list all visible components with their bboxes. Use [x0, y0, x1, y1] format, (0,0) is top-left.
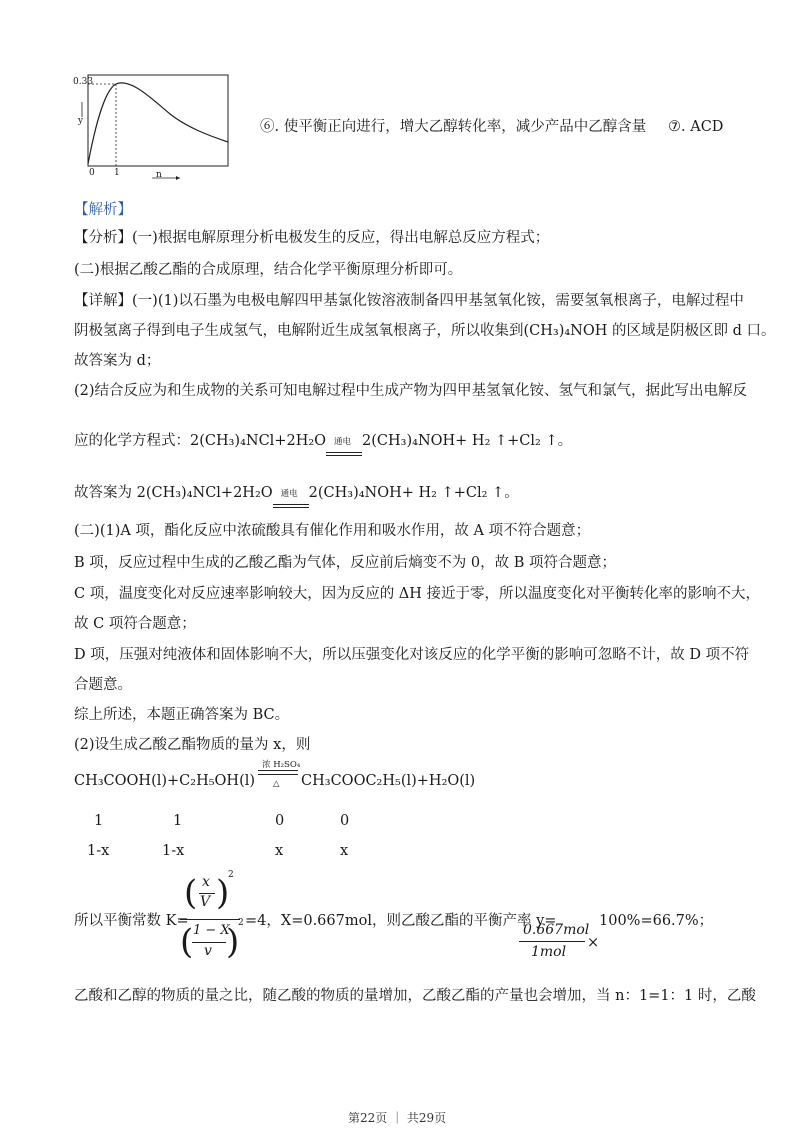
yield-denominator: 1mol — [531, 944, 567, 960]
yield-curve — [88, 83, 228, 164]
yield-fraction-bar — [519, 941, 585, 942]
graph-frame — [88, 75, 228, 166]
equilibrium-constant-fraction — [180, 872, 244, 964]
table-row-1-col-3: 0 — [275, 813, 285, 829]
yield-result: 100%=66.7%； — [599, 913, 714, 929]
part-b-line-1: (二)(1)A 项，酯化反应中浓硫酸具有催化作用和吸水作用，故 A 项不符合题意； — [74, 523, 591, 539]
esterification-reaction — [74, 760, 476, 791]
calc-prefix: 所以平衡常数 K= — [74, 913, 189, 929]
reaction-condition-top: 浓 H₂SO₄ — [262, 760, 301, 770]
graph-x-label: n — [156, 170, 162, 180]
page-footer: 第22页 ｜ 共29页 — [348, 1111, 447, 1125]
equation-1 — [74, 431, 572, 451]
k-denominator: ( 1 − X v ) 2 — [180, 918, 244, 962]
equation-1-condition: 通电 — [334, 437, 352, 447]
equation-1-right: 2(CH₃)₄NOH+ H₂ ↑+Cl₂ ↑。 — [362, 433, 573, 449]
xiangjie-line-3: 故答案为 d； — [74, 353, 161, 369]
k-num-x: x — [202, 874, 210, 890]
equation-2-prefix: 故答案为 — [74, 485, 137, 501]
part-b-line-6: 合题意。 — [74, 677, 132, 693]
x-arrow-head — [176, 176, 180, 180]
table-row-2-col-3: x — [275, 843, 284, 859]
equation-2-left: 2(CH₃)₄NCl+2H₂O — [136, 485, 273, 501]
equation-2 — [74, 483, 519, 503]
reaction-left: CH₃COOH(l)+C₂H₅OH(l) — [74, 773, 256, 789]
reaction-reversible-arrow — [255, 760, 301, 789]
answer-6: ⑥. 使平衡正向进行，增大乙醇转化率，减少产品中乙醇含量 — [260, 119, 647, 135]
last-line: 乙酸和乙醇的物质的量之比，随乙酸的物质的量增加，乙酸乙酯的产量也会增加，当 n：1=1：1 时，乙酸 — [74, 988, 756, 1004]
yield-numerator: 0.667mol — [523, 922, 590, 938]
k-den-power: 2 — [238, 918, 244, 928]
xiangjie-line-1: 【详解】(一)(1)以石墨为电极电解四甲基氯化铵溶液制备四甲基氢氧化铵，需要氢氧根离子，电解过程中 — [74, 293, 744, 309]
equation-2-condition: 通电 — [280, 489, 298, 499]
answer-7: ⑦. ACD — [668, 119, 724, 135]
graph-y-label: y — [78, 116, 84, 126]
part-b-line-2: B 项，反应过程中生成的乙酸乙酯为气体，反应前后熵变不为 0，故 B 项符合题意； — [74, 555, 616, 571]
fenxi-line-1: 【分析】(一)根据电解原理分析电极发生的反应，得出电解总反应方程式； — [74, 230, 550, 246]
calc-after: =4，X=0.667mol，则乙酸乙酯的平衡产率 y= — [245, 913, 557, 929]
jiexi-tag: 【解析】 — [74, 202, 132, 218]
part2-line-1: (2)结合反应为和生成物的关系可知电解过程中生成产物为四甲基氢氧化铵、氢气和氯气，据此写出电解反 — [74, 383, 748, 399]
reaction-condition-bottom: △ — [273, 779, 280, 789]
graph-x-origin: 0 — [89, 168, 95, 178]
k-den-v: v — [204, 943, 212, 959]
graph-x-tick: 1 — [114, 168, 120, 178]
yield-curve-graph — [70, 72, 240, 187]
k-numerator: ( x V ) 2 — [184, 870, 234, 913]
reaction-right: CH₃COOC₂H₅(l)+H₂O(l) — [301, 773, 476, 789]
part-b-line-4: 故 C 项符合题意； — [74, 616, 196, 632]
table-row-1-col-1: 1 — [94, 813, 104, 829]
fenxi-line-2: (二)根据乙酸乙酯的合成原理，结合化学平衡原理分析即可。 — [74, 262, 463, 278]
equation-2-right: 2(CH₃)₄NOH+ H₂ ↑+Cl₂ ↑。 — [308, 485, 519, 501]
table-row-2-col-2: 1-x — [162, 843, 185, 859]
table-row-1-col-4: 0 — [340, 813, 350, 829]
part-b-line-8: (2)设生成乙酸乙酯物质的量为 x，则 — [74, 737, 311, 753]
k-num-power: 2 — [228, 870, 234, 880]
yield-times: × — [587, 935, 600, 951]
xiangjie-line-2: 阴极氢离子得到电子生成氢气，电解附近生成氢氧根离子，所以收集到(CH₃)₄NOH 的区域是阴极区即 d 口。 — [74, 323, 776, 339]
part-b-line-7: 综上所述，本题正确答案为 BC。 — [74, 707, 290, 723]
table-row-1-col-2: 1 — [173, 813, 183, 829]
yield-fraction — [517, 919, 590, 965]
part-b-line-5: D 项，压强对纯液体和固体影响不大，所以压强变化对该反应的化学平衡的影响可忽略不计，故 D 项不符 — [74, 647, 750, 663]
k-fraction-bar — [180, 919, 240, 920]
table-row-2-col-4: x — [340, 843, 349, 859]
part-b-line-3: C 项，温度变化对反应速率影响较大，因为反应的 ΔH 接近于零，所以温度变化对平衡转化率的影响不大， — [74, 586, 761, 602]
graph-y-tick: 0.33 — [73, 77, 94, 87]
equation-1-left: 2(CH₃)₄NCl+2H₂O — [190, 433, 327, 449]
k-den-num: 1 − X — [193, 923, 230, 938]
equation-1-prefix: 应的化学方程式： — [74, 433, 190, 449]
k-num-v: V — [200, 894, 211, 910]
table-row-2-col-1: 1-x — [87, 843, 110, 859]
